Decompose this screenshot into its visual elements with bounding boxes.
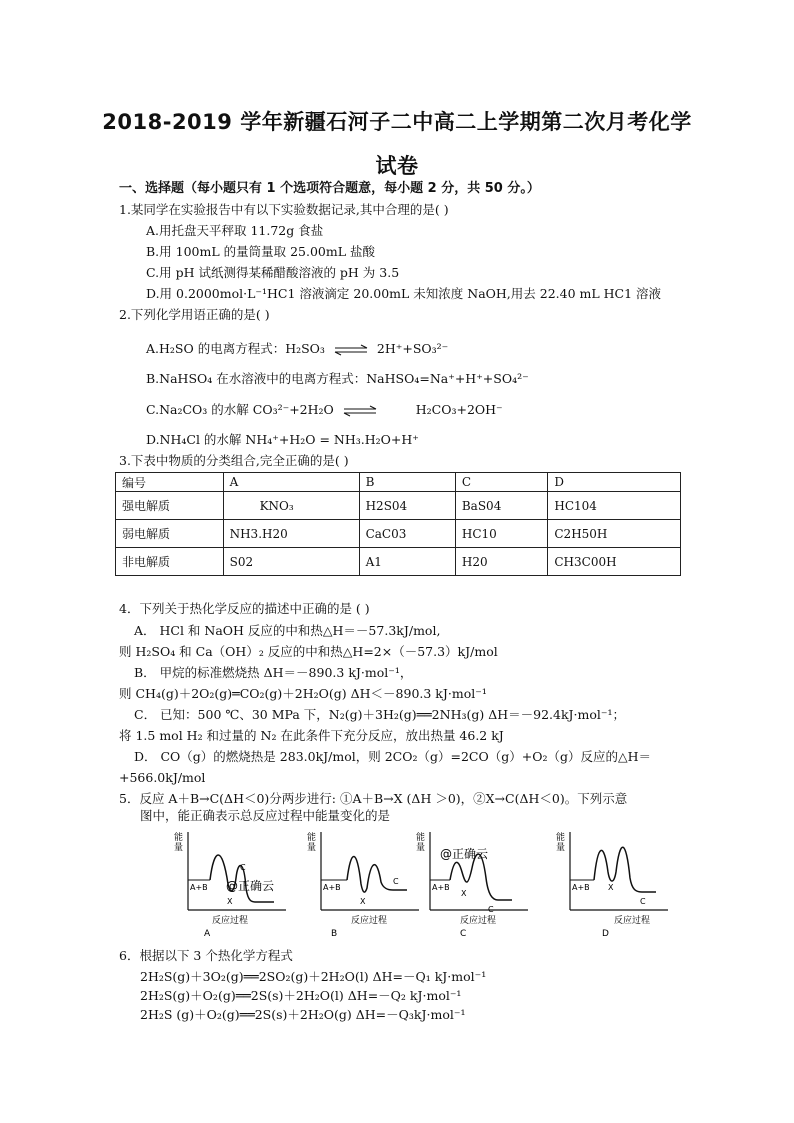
table-row — [116, 473, 681, 492]
question-3-stem: 3.下表中物质的分类组合,完全正确的是( ) — [119, 453, 349, 468]
diagram-label: B — [331, 929, 338, 939]
page-title-cont: 试卷 — [375, 154, 419, 178]
equilibrium-arrow-icon — [342, 405, 378, 417]
q2-option-c — [146, 402, 503, 418]
question-5-stem-cont: 图中，能正确表示总反应过程中能量变化的是 — [140, 808, 391, 823]
table-cell: HC104 — [548, 492, 681, 520]
table-cell: A1 — [359, 548, 455, 576]
q4-option-c-cont: 将 1.5 mol H₂ 和过量的 N₂ 在此条件下充分反应，放出热量 46.2 kJ — [119, 728, 504, 743]
table-cell: S02 — [223, 548, 359, 576]
svg-text:反应过程: 反应过程 — [614, 916, 651, 926]
watermark-text: @正确云 — [440, 847, 489, 861]
svg-text:量: 量 — [416, 843, 426, 853]
x-axis-label: 反应过程 — [212, 916, 249, 926]
table-cell: KNO₃ — [223, 492, 359, 520]
svg-text:X: X — [227, 897, 233, 906]
svg-text:量: 量 — [556, 843, 566, 853]
diagram-label: A — [204, 929, 211, 939]
classification-table — [115, 472, 681, 576]
energy-diagram-a — [170, 828, 290, 940]
table-row — [116, 548, 681, 576]
svg-text:能: 能 — [556, 833, 566, 843]
table-cell: 编号 — [116, 473, 224, 492]
q6-equation-2: 2H₂S(g)＋O₂(g)══2S(s)＋2H₂O(l) ΔH=－Q₂ kJ·mol⁻¹ — [140, 988, 462, 1003]
diagram-label: C — [460, 929, 467, 939]
svg-text:A+B: A+B — [323, 883, 341, 892]
q6-equation-1: 2H₂S(g)＋3O₂(g)══2SO₂(g)＋2H₂O(l) ΔH=－Q₁ kJ·mol⁻¹ — [140, 969, 487, 984]
table-cell: D — [548, 473, 681, 492]
svg-text:C: C — [393, 877, 399, 886]
table-cell: BaS04 — [455, 492, 548, 520]
svg-text:能: 能 — [416, 833, 426, 843]
q2-c-left: C.Na₂CO₃ 的水解 CO₃²⁻+2H₂O — [146, 402, 334, 417]
q1-option-d: D.用 0.2000mol·L⁻¹HC1 溶液滴定 20.00mL 未知浓度 NaOH,用去 22.40 mL HC1 溶液 — [146, 286, 662, 301]
energy-diagram-c — [412, 828, 532, 940]
svg-text:X: X — [608, 883, 614, 892]
table-cell: 强电解质 — [116, 492, 224, 520]
q1-option-a: A.用托盘天平秤取 11.72g 食盐 — [146, 223, 324, 238]
q2-option-a — [146, 341, 448, 357]
svg-text:量: 量 — [307, 843, 317, 853]
table-cell: HC10 — [455, 520, 548, 548]
q4-option-b-cont: 则 CH₄(g)＋2O₂(g)═CO₂(g)＋2H₂O(g) ΔH＜－890.3 kJ·mol⁻¹ — [119, 686, 487, 701]
table-cell: C2H50H — [548, 520, 681, 548]
q2-a-left: A.H₂SO 的电离方程式：H₂SO₃ — [146, 341, 325, 356]
svg-text:A+B: A+B — [190, 883, 208, 892]
section-heading: 一、选择题（每小题只有 1 个选项符合题意，每小题 2 分，共 50 分。） — [119, 181, 540, 196]
table-cell: H20 — [455, 548, 548, 576]
svg-text:X: X — [461, 889, 467, 898]
table-cell: CH3C00H — [548, 548, 681, 576]
svg-text:C: C — [488, 905, 494, 914]
question-1-stem: 1.某同学在实验报告中有以下实验数据记录,其中合理的是( ) — [119, 202, 449, 217]
y-axis-label: 量 — [174, 843, 184, 853]
energy-diagram-d — [552, 828, 672, 940]
q1-option-b: B.用 100mL 的量筒量取 25.00mL 盐酸 — [146, 244, 376, 259]
table-cell: CaC03 — [359, 520, 455, 548]
table-cell: C — [455, 473, 548, 492]
svg-text:反应过程: 反应过程 — [460, 916, 497, 926]
q4-option-a-cont: 则 H₂SO₄ 和 Ca（OH）₂ 反应的中和热△H=2×（－57.3）kJ/mol — [119, 644, 498, 659]
svg-text:能: 能 — [307, 833, 317, 843]
svg-text:反应过程: 反应过程 — [351, 916, 388, 926]
diagram-label: D — [602, 929, 609, 939]
q4-option-d: D． CO（g）的燃烧热是 283.0kJ/mol，则 2CO₂（g）=2CO（g）+O₂（g）反应的△H＝ — [134, 749, 651, 764]
energy-diagram-b — [303, 828, 426, 940]
q4-option-d-cont: +566.0kJ/mol — [119, 770, 206, 785]
table-cell: 弱电解质 — [116, 520, 224, 548]
page-title: 2018-2019 学年新疆石河子二中高二上学期第二次月考化学 — [102, 110, 692, 134]
question-5-stem: 5．反应 A＋B→C(ΔH＜0)分两步进行: ①A＋B→X (ΔH ＞0)，②X→C(ΔH＜0)。下列示意 — [119, 791, 628, 806]
table-row — [116, 520, 681, 548]
table-row — [116, 492, 681, 520]
table-cell: A — [223, 473, 359, 492]
q2-option-b: B.NaHSO₄ 在水溶液中的电离方程式：NaHSO₄=Na⁺+H⁺+SO₄²⁻ — [146, 371, 529, 386]
svg-text:A+B: A+B — [572, 883, 590, 892]
q2-option-d: D.NH₄Cl 的水解 NH₄⁺+H₂O = NH₃.H₂O+H⁺ — [146, 432, 419, 447]
question-2-stem: 2.下列化学用语正确的是( ) — [119, 307, 270, 322]
table-cell: NH3.H20 — [223, 520, 359, 548]
q6-equation-3: 2H₂S (g)＋O₂(g)══2S(s)＋2H₂O(g) ΔH=－Q₃kJ·mol⁻¹ — [140, 1007, 466, 1022]
q4-option-c: C． 已知：500 ℃、30 MPa 下，N₂(g)＋3H₂(g)══2NH₃(g) ΔH＝－92.4kJ·mol⁻¹； — [134, 707, 626, 722]
watermark-text: @正确云 — [226, 879, 275, 893]
question-4-stem: 4．下列关于热化学反应的描述中正确的是 ( ) — [119, 601, 370, 616]
equilibrium-arrow-icon — [333, 344, 369, 356]
table-cell: B — [359, 473, 455, 492]
svg-text:A+B: A+B — [432, 883, 450, 892]
q2-c-right: H₂CO₃+2OH⁻ — [415, 402, 503, 417]
q4-option-a: A． HCl 和 NaOH 反应的中和热△H＝－57.3kJ/mol, — [134, 623, 441, 638]
table-cell: H2S04 — [359, 492, 455, 520]
svg-text:C: C — [240, 863, 246, 872]
question-6-stem: 6．根据以下 3 个热化学方程式 — [119, 948, 293, 963]
table-cell: 非电解质 — [116, 548, 224, 576]
q1-option-c: C.用 pH 试纸测得某稀醋酸溶液的 pH 为 3.5 — [146, 265, 400, 280]
y-axis-label: 能 — [174, 833, 184, 843]
q2-a-right: 2H⁺+SO₃²⁻ — [376, 341, 449, 356]
svg-text:X: X — [360, 897, 366, 906]
svg-text:C: C — [640, 897, 646, 906]
q4-option-b: B． 甲烷的标准燃烧热 ΔH＝－890.3 kJ·mol⁻¹， — [134, 665, 413, 680]
